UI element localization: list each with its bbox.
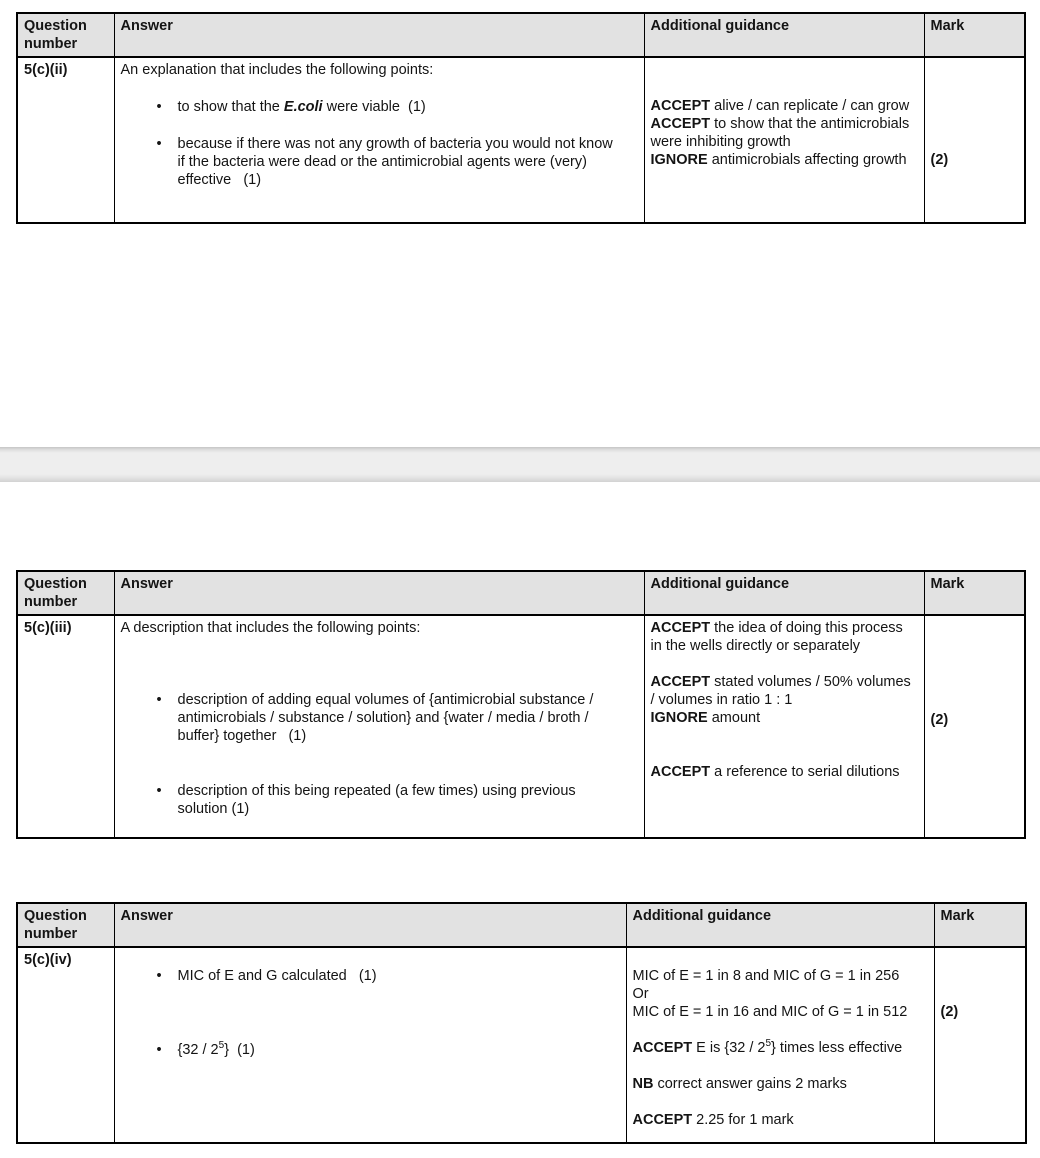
mark-scheme-table-5cii bbox=[16, 12, 1026, 224]
guidance-item bbox=[633, 1075, 931, 1093]
guidance-item bbox=[633, 1039, 931, 1057]
answer-intro: An explanation that includes the following points: bbox=[120, 62, 434, 78]
answer-cell bbox=[114, 615, 644, 838]
answer-cell bbox=[114, 947, 626, 1143]
page-break-separator bbox=[0, 447, 1040, 482]
question-number-cell bbox=[17, 615, 114, 838]
guidance-text: to show that the antimicrobials were inhibiting growth bbox=[650, 116, 914, 150]
question-number: 5(c)(iv) bbox=[24, 952, 72, 968]
answer-bullet: • description of this being repeated (a few times) using previous solution (1) bbox=[178, 782, 620, 818]
guidance-block bbox=[633, 967, 931, 1021]
additional-guidance-header: Additional guidance bbox=[644, 571, 924, 615]
question-number: 5(c)(ii) bbox=[24, 62, 68, 78]
mark-scheme-table-5civ bbox=[16, 902, 1027, 1144]
header-row bbox=[17, 13, 1025, 57]
question-number-header: Question number bbox=[17, 13, 114, 57]
header-row bbox=[17, 571, 1025, 615]
guidance-keyword: IGNORE bbox=[650, 710, 708, 726]
guidance-item bbox=[651, 709, 918, 727]
guidance-text: E is {32 / 2 bbox=[692, 1040, 766, 1056]
mark-cell bbox=[924, 57, 1025, 223]
answer-bullet: • because if there was not any growth of bacteria you would not know if the bacteria were dead or the antimicrobial agents were (very) effective (1) bbox=[178, 135, 620, 189]
guidance-text: 2.25 for 1 mark bbox=[692, 1112, 794, 1128]
additional-guidance-header: Additional guidance bbox=[626, 903, 934, 947]
question-number: 5(c)(iii) bbox=[24, 620, 72, 636]
mark-cell bbox=[924, 615, 1025, 838]
bullet-text: } (1) bbox=[224, 1042, 255, 1058]
bullet-text: {32 / 2 bbox=[177, 1042, 219, 1058]
mark-value: (2) bbox=[930, 152, 949, 168]
guidance-text: amount bbox=[707, 710, 761, 726]
answer-bullet bbox=[178, 1041, 602, 1059]
answer-header: Answer bbox=[114, 903, 626, 947]
answer-cell bbox=[114, 57, 644, 223]
superscript: 5 bbox=[218, 1040, 225, 1052]
guidance-item bbox=[651, 97, 918, 115]
answer-header: Answer bbox=[114, 571, 644, 615]
guidance-line: MIC of E = 1 in 8 and MIC of G = 1 in 256 bbox=[632, 968, 900, 984]
guidance-item bbox=[651, 673, 918, 709]
guidance-block bbox=[651, 97, 918, 169]
mark-header: Mark bbox=[924, 571, 1025, 615]
answer-bullet bbox=[178, 98, 620, 116]
answer-bullet-list bbox=[121, 98, 638, 189]
guidance-text: correct answer gains 2 marks bbox=[653, 1076, 847, 1092]
guidance-keyword: ACCEPT bbox=[650, 98, 711, 114]
guidance-keyword: ACCEPT bbox=[650, 674, 711, 690]
answer-header: Answer bbox=[114, 13, 644, 57]
guidance-keyword: IGNORE bbox=[650, 152, 708, 168]
answer-bullet: • description of adding equal volumes of {antimicrobial substance / antimicrobials / substance / solution} and {water / media / broth / buffer} together (1) bbox=[178, 691, 620, 745]
species-name: E.coli bbox=[283, 99, 323, 115]
guidance-keyword: NB bbox=[632, 1076, 654, 1092]
guidance-cell bbox=[644, 57, 924, 223]
bullet-text: to show that the bbox=[177, 99, 284, 115]
guidance-cell bbox=[626, 947, 934, 1143]
guidance-text: the idea of doing this process in the wells directly or separately bbox=[650, 620, 907, 654]
guidance-keyword: ACCEPT bbox=[650, 116, 711, 132]
header-row bbox=[17, 903, 1026, 947]
bullet-text: were viable (1) bbox=[322, 99, 426, 115]
answer-bullet: • MIC of E and G calculated (1) bbox=[178, 967, 602, 985]
question-number-header: Question number bbox=[17, 571, 114, 615]
question-number-cell bbox=[17, 57, 114, 223]
guidance-line: MIC of E = 1 in 16 and MIC of G = 1 in 512 bbox=[632, 1004, 908, 1020]
guidance-item bbox=[651, 151, 918, 169]
mark-header: Mark bbox=[934, 903, 1026, 947]
guidance-text: stated volumes / 50% volumes / volumes in ratio 1 : 1 bbox=[650, 674, 915, 708]
answer-row bbox=[17, 947, 1026, 1143]
answer-bullet-list bbox=[121, 967, 620, 1059]
mark-header: Mark bbox=[924, 13, 1025, 57]
guidance-keyword: ACCEPT bbox=[632, 1112, 693, 1128]
guidance-keyword: ACCEPT bbox=[650, 764, 711, 780]
answer-row bbox=[17, 57, 1025, 223]
guidance-item bbox=[651, 619, 918, 655]
mark-scheme-table-5ciii bbox=[16, 570, 1026, 839]
guidance-text: alive / can replicate / can grow bbox=[710, 98, 910, 114]
answer-row bbox=[17, 615, 1025, 838]
answer-intro: A description that includes the following points: bbox=[120, 620, 421, 636]
answer-bullet-list bbox=[121, 691, 638, 818]
additional-guidance-header: Additional guidance bbox=[644, 13, 924, 57]
superscript: 5 bbox=[765, 1038, 772, 1050]
guidance-text: a reference to serial dilutions bbox=[710, 764, 900, 780]
guidance-cell bbox=[644, 615, 924, 838]
guidance-item bbox=[633, 1111, 931, 1129]
guidance-keyword: ACCEPT bbox=[650, 620, 711, 636]
guidance-keyword: ACCEPT bbox=[632, 1040, 693, 1056]
guidance-text: antimicrobials affecting growth bbox=[707, 152, 907, 168]
guidance-item bbox=[651, 115, 918, 151]
question-number-header: Question number bbox=[17, 903, 114, 947]
mark-value: (2) bbox=[940, 1004, 959, 1020]
guidance-item bbox=[651, 763, 918, 781]
question-number-cell bbox=[17, 947, 114, 1143]
mark-value: (2) bbox=[930, 712, 949, 728]
guidance-text: } times less effective bbox=[771, 1040, 903, 1056]
mark-cell bbox=[934, 947, 1026, 1143]
guidance-line: Or bbox=[632, 986, 649, 1002]
